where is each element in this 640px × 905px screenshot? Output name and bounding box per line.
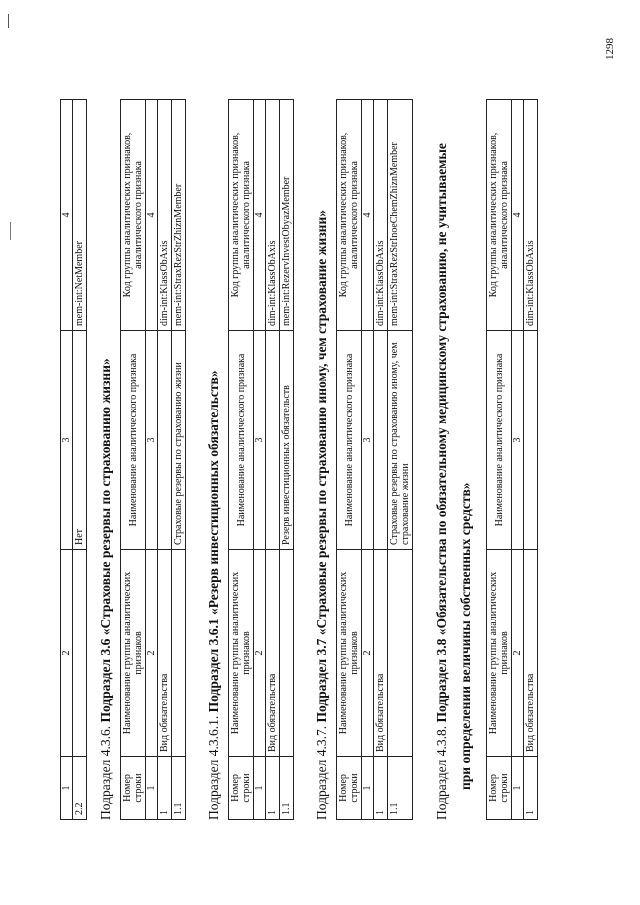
rotated-content: [56, 60, 586, 820]
row-number: 1.1: [280, 757, 294, 820]
colnum-4: 4: [146, 100, 158, 331]
header-row-number: Номер строки: [337, 757, 362, 820]
header-row-number: Номер строки: [229, 757, 254, 820]
group-name-cell: [73, 550, 87, 757]
header-group-name: Наименование группы аналитических признаков: [121, 550, 146, 757]
feature-name-cell: [266, 331, 280, 550]
table-4-3-6-1: [228, 99, 294, 820]
colnum-1: 1: [254, 757, 266, 820]
colnum-1: 1: [146, 757, 158, 820]
feature-name-cell: Страховые резервы по страхованию иному, чем страхование жизни: [388, 331, 413, 550]
table-4-3-7: [336, 99, 413, 820]
feature-name-cell: Страховые резервы по страхованию жизни: [172, 331, 186, 550]
colnum-2: 2: [512, 550, 524, 757]
colnum-3: 3: [146, 331, 158, 550]
code-cell: dim-int:KlassObAxis: [158, 100, 172, 331]
row-number: 1.1: [172, 757, 186, 820]
table-row: [374, 100, 388, 820]
header-group-name: Наименование группы аналитических признаков: [229, 550, 254, 757]
colnum-4: 4: [61, 100, 73, 331]
colnum-4: 4: [254, 100, 266, 331]
colnum-2: 2: [61, 550, 73, 757]
margin-mark: [10, 222, 11, 240]
heading-title: Подраздел 3.6.1 «Резерв инвестиционных обязательств»: [206, 370, 221, 713]
colnum-4: 4: [362, 100, 374, 331]
table-row: [524, 100, 538, 820]
feature-name-cell: [158, 331, 172, 550]
header-code: Код группы аналитических признаков, аналитического признака: [229, 100, 254, 331]
code-cell: dim-int:KlassObAxis: [524, 100, 538, 331]
table-row: [172, 100, 186, 820]
header-feature-name: Наименование аналитического признака: [121, 331, 146, 550]
column-number-row: [254, 100, 266, 820]
header-group-name: Наименование группы аналитических признаков: [487, 550, 512, 757]
header-row-number: Номер строки: [121, 757, 146, 820]
header-feature-name: Наименование аналитического признака: [229, 331, 254, 550]
code-cell: mem-int:NetMember: [73, 100, 87, 331]
code-cell: mem-int:StraxRezStrZhiznMember: [172, 100, 186, 331]
header-row: [229, 100, 254, 820]
header-row: [121, 100, 146, 820]
feature-name-cell: Резерв инвестиционных обязательств: [280, 331, 294, 550]
section-heading-4-3-6: [98, 358, 114, 820]
colnum-3: 3: [512, 331, 524, 550]
colnum-4: 4: [512, 100, 524, 331]
heading-prefix: Подраздел 4.3.6.: [98, 725, 113, 820]
feature-name-cell: [524, 331, 538, 550]
section-heading-4-3-8: [434, 143, 450, 820]
header-code: Код группы аналитических признаков, аналитического признака: [337, 100, 362, 331]
group-name-cell: Вид обязательства: [266, 550, 280, 757]
section-heading-4-3-6-1: [206, 370, 222, 820]
header-row-number: Номер строки: [487, 757, 512, 820]
group-name-cell: [388, 550, 413, 757]
code-cell: dim-int:KlassObAxis: [266, 100, 280, 331]
table-row: [73, 100, 87, 820]
feature-name-cell: Нет: [73, 331, 87, 550]
row-number: 1.1: [388, 757, 413, 820]
row-number: 1: [524, 757, 538, 820]
colnum-3: 3: [362, 331, 374, 550]
table-row: [388, 100, 413, 820]
continuation-table: [60, 99, 87, 820]
colnum-2: 2: [146, 550, 158, 757]
colnum-2: 2: [254, 550, 266, 757]
header-group-name: Наименование группы аналитических признаков: [337, 550, 362, 757]
heading-title: Подраздел 3.6 «Страховые резервы по страхованию жизни»: [98, 358, 113, 723]
group-name-cell: [172, 550, 186, 757]
header-row: [487, 100, 512, 820]
row-number: 1: [374, 757, 388, 820]
section-heading-4-3-8-line-2: [458, 482, 474, 790]
row-number: 2.2: [73, 757, 87, 820]
colnum-3: 3: [254, 331, 266, 550]
colnum-3: 3: [61, 331, 73, 550]
column-number-row: [362, 100, 374, 820]
group-name-cell: Вид обязательства: [524, 550, 538, 757]
colnum-1: 1: [61, 757, 73, 820]
heading-prefix: Подраздел 4.3.6.1.: [206, 715, 221, 820]
section-heading-4-3-7: [314, 210, 330, 820]
group-name-cell: [280, 550, 294, 757]
margin-mark: [8, 14, 9, 28]
header-feature-name: Наименование аналитического признака: [487, 331, 512, 550]
header-code: Код группы аналитических признаков, аналитического признака: [487, 100, 512, 331]
row-number: 1: [158, 757, 172, 820]
row-number: 1: [266, 757, 280, 820]
group-name-cell: Вид обязательства: [158, 550, 172, 757]
table-row: [280, 100, 294, 820]
heading-title-line-2: при определении величины собственных средств»: [458, 482, 473, 790]
code-cell: mem-int:RezervInvestObyazMember: [280, 100, 294, 331]
table-row: [266, 100, 280, 820]
table-4-3-6: [120, 99, 186, 820]
heading-title: Подраздел 3.7 «Страховые резервы по страхованию иному, чем страхование жизни»: [314, 210, 329, 723]
code-cell: dim-int:KlassObAxis: [374, 100, 388, 331]
group-name-cell: Вид обязательства: [374, 550, 388, 757]
header-feature-name: Наименование аналитического признака: [337, 331, 362, 550]
code-cell: mem-int:StraxRezStrInoeChemZhiznMember: [388, 100, 413, 331]
heading-prefix: Подраздел 4.3.7.: [314, 725, 329, 820]
header-code: Код группы аналитических признаков, аналитического признака: [121, 100, 146, 331]
heading-prefix: Подраздел 4.3.8.: [434, 725, 449, 820]
column-number-row: [512, 100, 524, 820]
page-number: 1298: [604, 38, 616, 60]
colnum-1: 1: [362, 757, 374, 820]
table-4-3-8: [486, 99, 538, 820]
colnum-2: 2: [362, 550, 374, 757]
column-number-row: [146, 100, 158, 820]
heading-title-line-1: Подраздел 3.8 «Обязательства по обязательному медицинскому страхованию, не учитываемые: [434, 143, 449, 723]
table-row: [158, 100, 172, 820]
colnum-1: 1: [512, 757, 524, 820]
header-row: [337, 100, 362, 820]
column-number-row: [61, 100, 73, 820]
feature-name-cell: [374, 331, 388, 550]
